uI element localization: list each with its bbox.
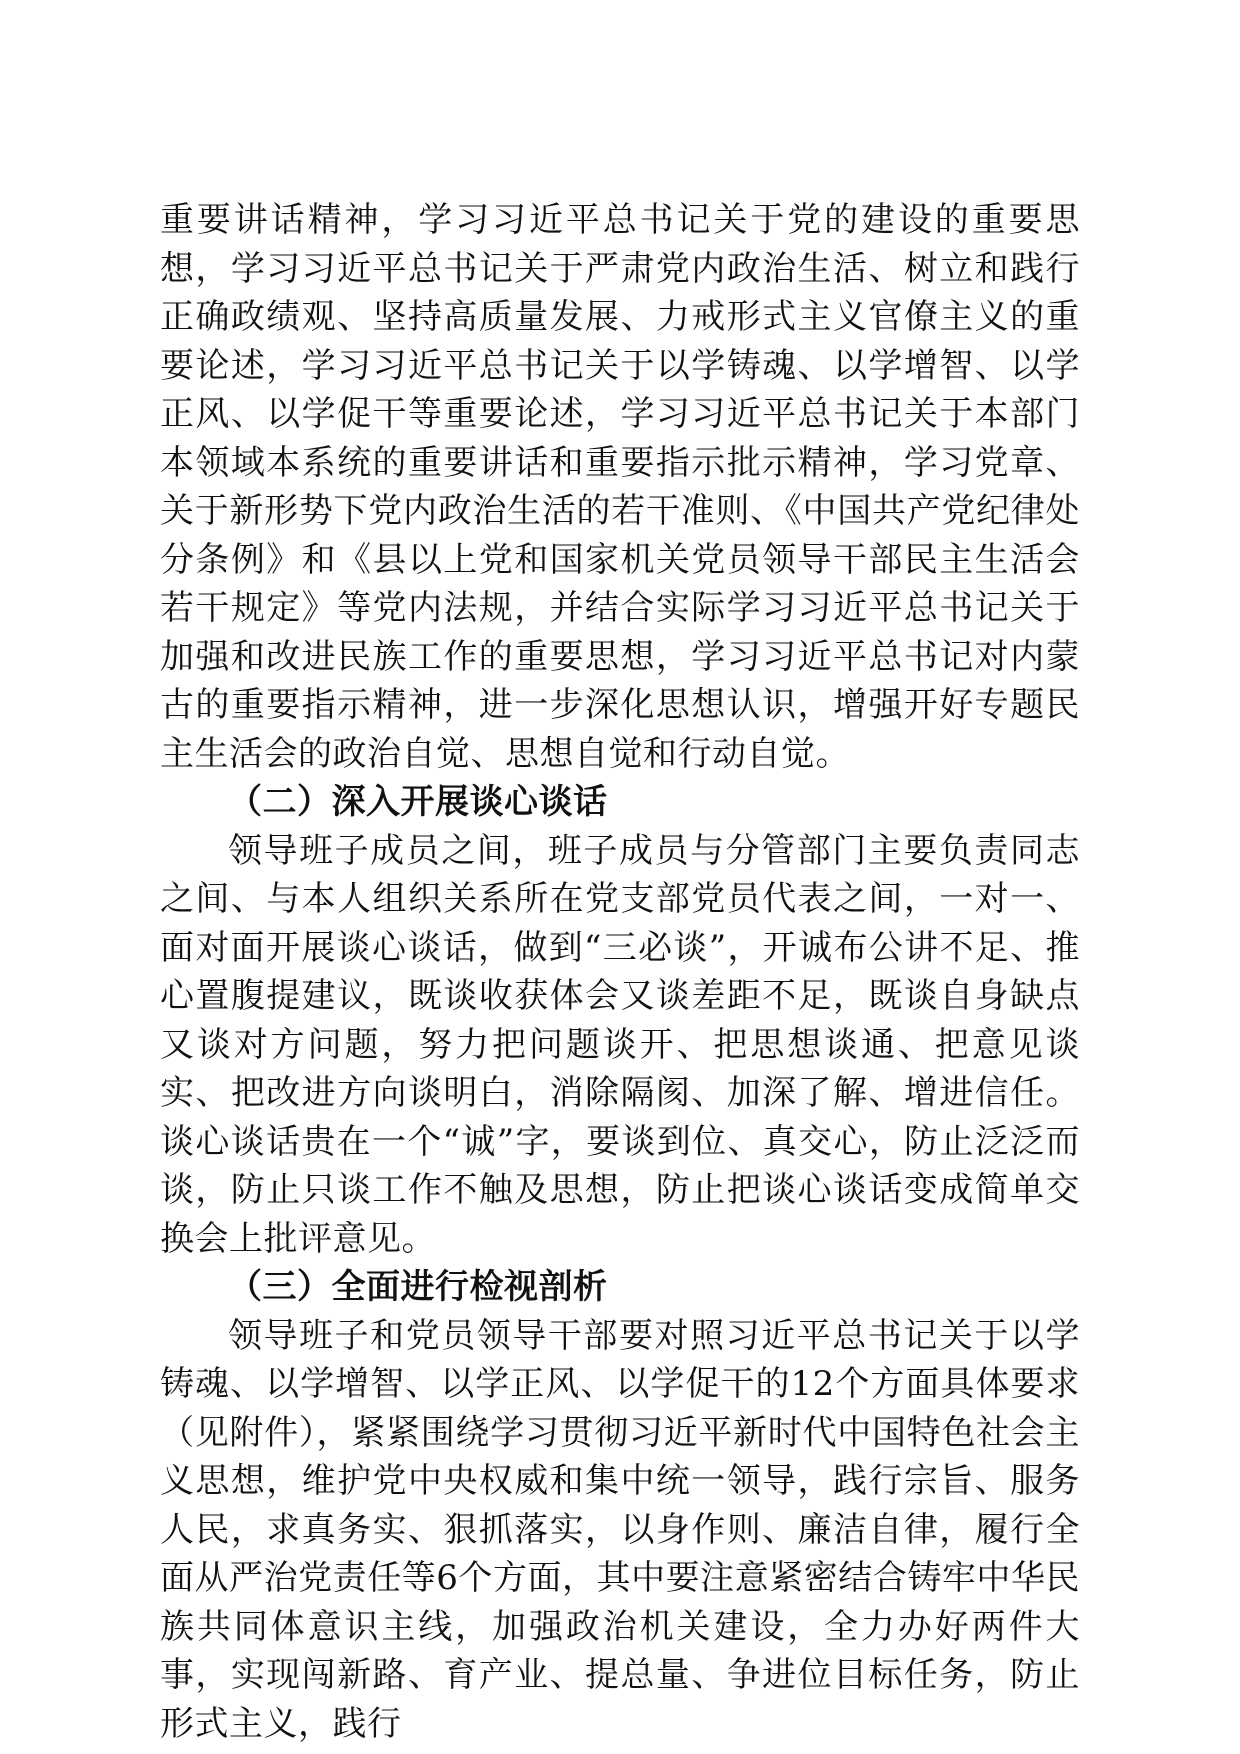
document-body (160, 196, 1080, 1748)
section-heading-heart-to-heart-talks: （二）深入开展谈心谈话 (228, 782, 608, 822)
paragraph-heart-to-heart-talks: 领导班子成员之间，班子成员与分管部门主要负责同志之间、与本人组织关系所在党支部党员代表之间，一对一、面对面开展谈心谈话，做到“三必谈”，开诚布公讲不足、推心置腹提建议，既谈收获体会又谈差距不足，既谈自身缺点又谈对方问题，努力把问题谈开、把思想谈通、把意见谈实、把改进方向谈明白，消除隔阂、加深了解、增进信任。谈心谈话贵在一个“诚”字，要谈到位、真交心，防止泛泛而谈，防止只谈工作不触及思想，防止把谈心谈话变成简单交换会上批评意见。 (160, 830, 1080, 1259)
section-heading-self-examination: （三）全面进行检视剖析 (228, 1267, 608, 1307)
paragraph-study-content: 重要讲话精神，学习习近平总书记关于党的建设的重要思想，学习习近平总书记关于严肃党内政治生活、树立和践行正确政绩观、坚持高质量发展、力戒形式主义官僚主义的重要论述，学习习近平总书记关于以学铸魂、以学增智、以学正风、以学促干等重要论述，学习习近平总书记关于本部门本领域本系统的重要讲话和重要指示批示精神，学习党章、关于新形势下党内政治生活的若干准则、《中国共产党纪律处分条例》和《县以上党和国家机关党员领导干部民主生活会若干规定》等党内法规，并结合实际学习习近平总书记关于加强和改进民族工作的重要思想，学习习近平总书记对内蒙古的重要指示精神，进一步深化思想认识，增强开好专题民主生活会的政治自觉、思想自觉和行动自觉。 (160, 200, 1080, 774)
paragraph-self-examination: 领导班子和党员领导干部要对照习近平总书记关于以学铸魂、以学增智、以学正风、以学促干的12个方面具体要求（见附件），紧紧围绕学习贯彻习近平新时代中国特色社会主义思想，维护党中央权威和集中统一领导，践行宗旨、服务人民，求真务实、狠抓落实，以身作则、廉洁自律，履行全面从严治党责任等6个方面，其中要注意紧密结合铸牢中华民族共同体意识主线，加强政治机关建设，全力办好两件大事，实现闯新路、育产业、提总量、争进位目标任务，防止形式主义，践行 (160, 1315, 1080, 1744)
